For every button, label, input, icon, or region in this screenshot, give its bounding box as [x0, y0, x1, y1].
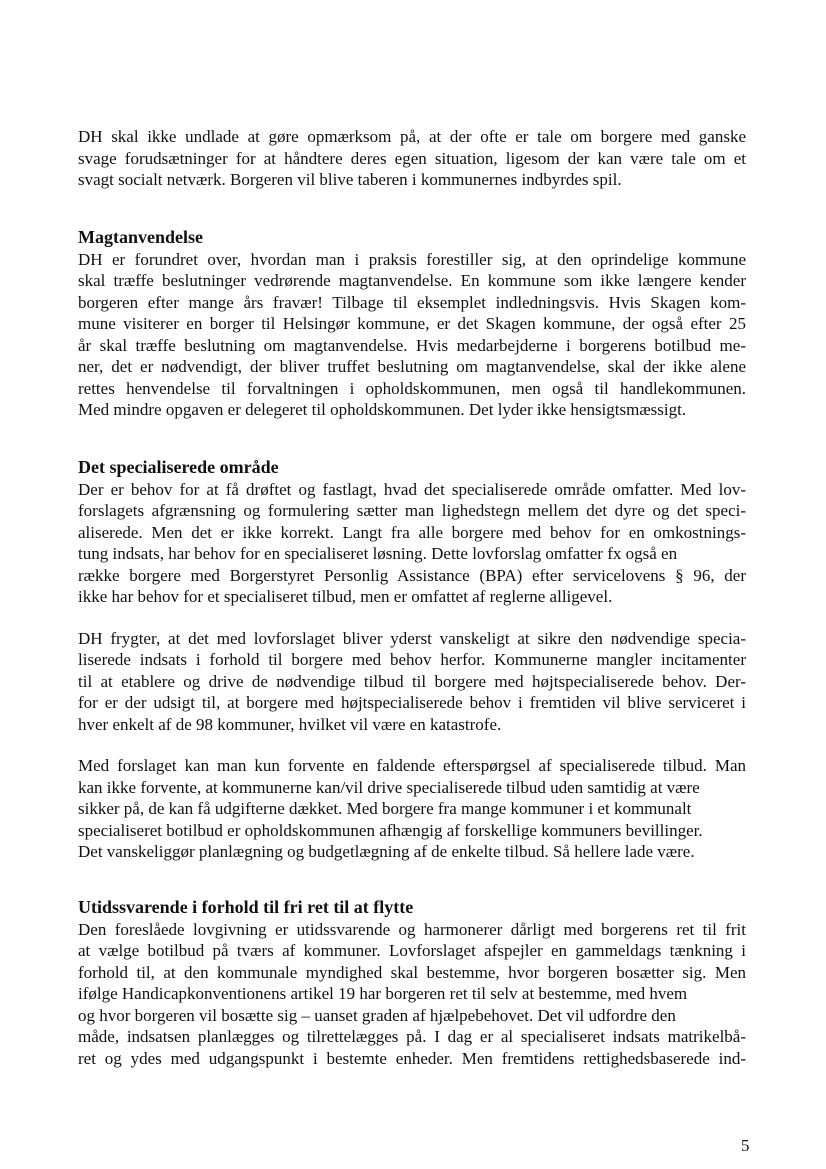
specialiserede-paragraph-1: [78, 479, 746, 608]
intro-line: DH skal ikke undlade at gøre opmærksom på, at der ofte er tale om borgere med ganske: [78, 127, 746, 146]
body-line: sikker på, de kan få udgifterne dækket. Med borgere fra mange kommuner i et kommunalt: [78, 799, 692, 818]
body-line: Der er behov for at få drøftet og fastlagt, hvad det specialiserede område omfatter. Med lov-: [78, 479, 746, 499]
body-line: måde, indsatsen planlægges og tilrettelægges på. I dag er al specialiseret indsats matrikelbå-: [78, 1027, 746, 1046]
body-line: tung indsats, har behov for en specialiseret løsning. Dette lovforslag omfatter fx også en: [78, 544, 678, 563]
intro-paragraph: [78, 126, 746, 191]
section-heading-specialiserede: Det specialiserede område: [78, 456, 279, 477]
magtanvendelse-paragraph: [78, 249, 746, 421]
body-line: mune visiterer en borger til Helsingør kommune, er det Skagen kommune, der også efter 25: [78, 314, 746, 333]
body-line: ret og ydes med udgangspunkt i bestemte enheder. Men fremtidens rettighedsbaserede ind-: [78, 1048, 746, 1068]
body-line: ifølge Handicapkonventionens artikel 19 har borgeren ret til selv at bestemme, med hvem: [78, 984, 688, 1003]
document-page: [78, 126, 746, 1069]
section-heading-utidssvarende: Utidssvarende i forhold til fri ret til at flytte: [78, 896, 414, 917]
utidssvarende-paragraph: [78, 919, 746, 1070]
body-line: forhold til, at den kommunale myndighed skal bestemme, hvor borgeren bosætter sig. Men: [78, 962, 746, 982]
body-line: at vælge botilbud på tværs af kommuner. Lovforslaget afspejler en gammeldags tænkning i: [78, 941, 746, 960]
specialiserede-paragraph-3: [78, 755, 746, 863]
body-line: DH frygter, at det med lovforslaget bliver yderst vanskeligt at sikre den nødvendige specia-: [78, 628, 746, 648]
body-line: hver enkelt af de 98 kommuner, hvilket vil være en katastrofe.: [78, 714, 502, 734]
body-line: skal træffe beslutninger vedrørende magtanvendelse. En kommune som ikke længere kender: [78, 271, 746, 290]
body-line: Den foreslåede lovgivning er utidssvarende og harmonerer dårligt med borgerens ret til frit: [78, 919, 746, 939]
body-line: liserede indsats i forhold til borgere med behov herfor. Kommunerne mangler incitamenter: [78, 650, 746, 669]
body-line: forslagets afgrænsning og formulering sætter man lighedstegn mellem det dyre og det speci-: [78, 501, 746, 520]
body-line: Med mindre opgaven er delegeret til opholdskommunen. Det lyder ikke hensigtsmæssigt.: [78, 400, 687, 419]
body-line: kan ikke forvente, at kommunerne kan/vil drive specialiserede tilbud uden samtidig at være: [78, 777, 700, 797]
body-line: rettes henvendelse til forvaltningen i opholdskommunen, men også til handlekommunen.: [78, 378, 746, 398]
body-line: række borgere med Borgerstyret Personlig Assistance (BPA) efter servicelovens § 96, der: [78, 565, 746, 585]
body-line: Med forslaget kan man kun forvente en faldende efterspørgsel af specialiserede tilbud. Man: [78, 756, 746, 775]
body-line: år skal træffe beslutning om magtanvendelse. Hvis medarbejderne i borgerens botilbud me-: [78, 335, 746, 355]
specialiserede-paragraph-2: [78, 628, 746, 736]
intro-line: svagt socialt netværk. Borgeren vil blive taberen i kommunernes indbyrdes spil.: [78, 170, 622, 189]
body-line: borgeren efter mange års fravær! Tilbage til eksemplet indledningsvis. Hvis Skagen kom-: [78, 292, 746, 312]
body-line: Det vanskeliggør planlægning og budgetlægning af de enkelte tilbud. Så hellere lade være.: [78, 842, 695, 861]
section-heading-magtanvendelse: Magtanvendelse: [78, 226, 203, 247]
body-line: aliserede. Men det er ikke korrekt. Langt fra alle borgere med behov for en omkostnings-: [78, 522, 746, 542]
body-line: og hvor borgeren vil bosætte sig – uanset graden af hjælpebehovet. Det vil udfordre den: [78, 1005, 676, 1025]
body-line: specialiseret botilbud er opholdskommunen afhængig af forskellige kommuners bevillinger.: [78, 820, 703, 840]
body-line: til at etablere og drive de nødvendige tilbud til borgere med højtspecialiserede behov. Der-: [78, 671, 746, 691]
body-line: ikke har behov for et specialiseret tilbud, men er omfattet af reglerne alligevel.: [78, 587, 613, 606]
body-line: for er der udsigt til, at borgere med højtspecialiserede behov i fremtiden vil blive serviceret i: [78, 693, 746, 712]
body-line: DH er forundret over, hvordan man i praksis forestiller sig, at den oprindelige kommune: [78, 249, 746, 269]
body-line: ner, det er nødvendigt, der bliver truffet beslutning om magtanvendelse, skal der ikke alene: [78, 357, 746, 376]
page-number: 5: [741, 1136, 750, 1155]
intro-line: svage forudsætninger for at håndtere deres egen situation, ligesom der kan være tale om et: [78, 148, 746, 168]
